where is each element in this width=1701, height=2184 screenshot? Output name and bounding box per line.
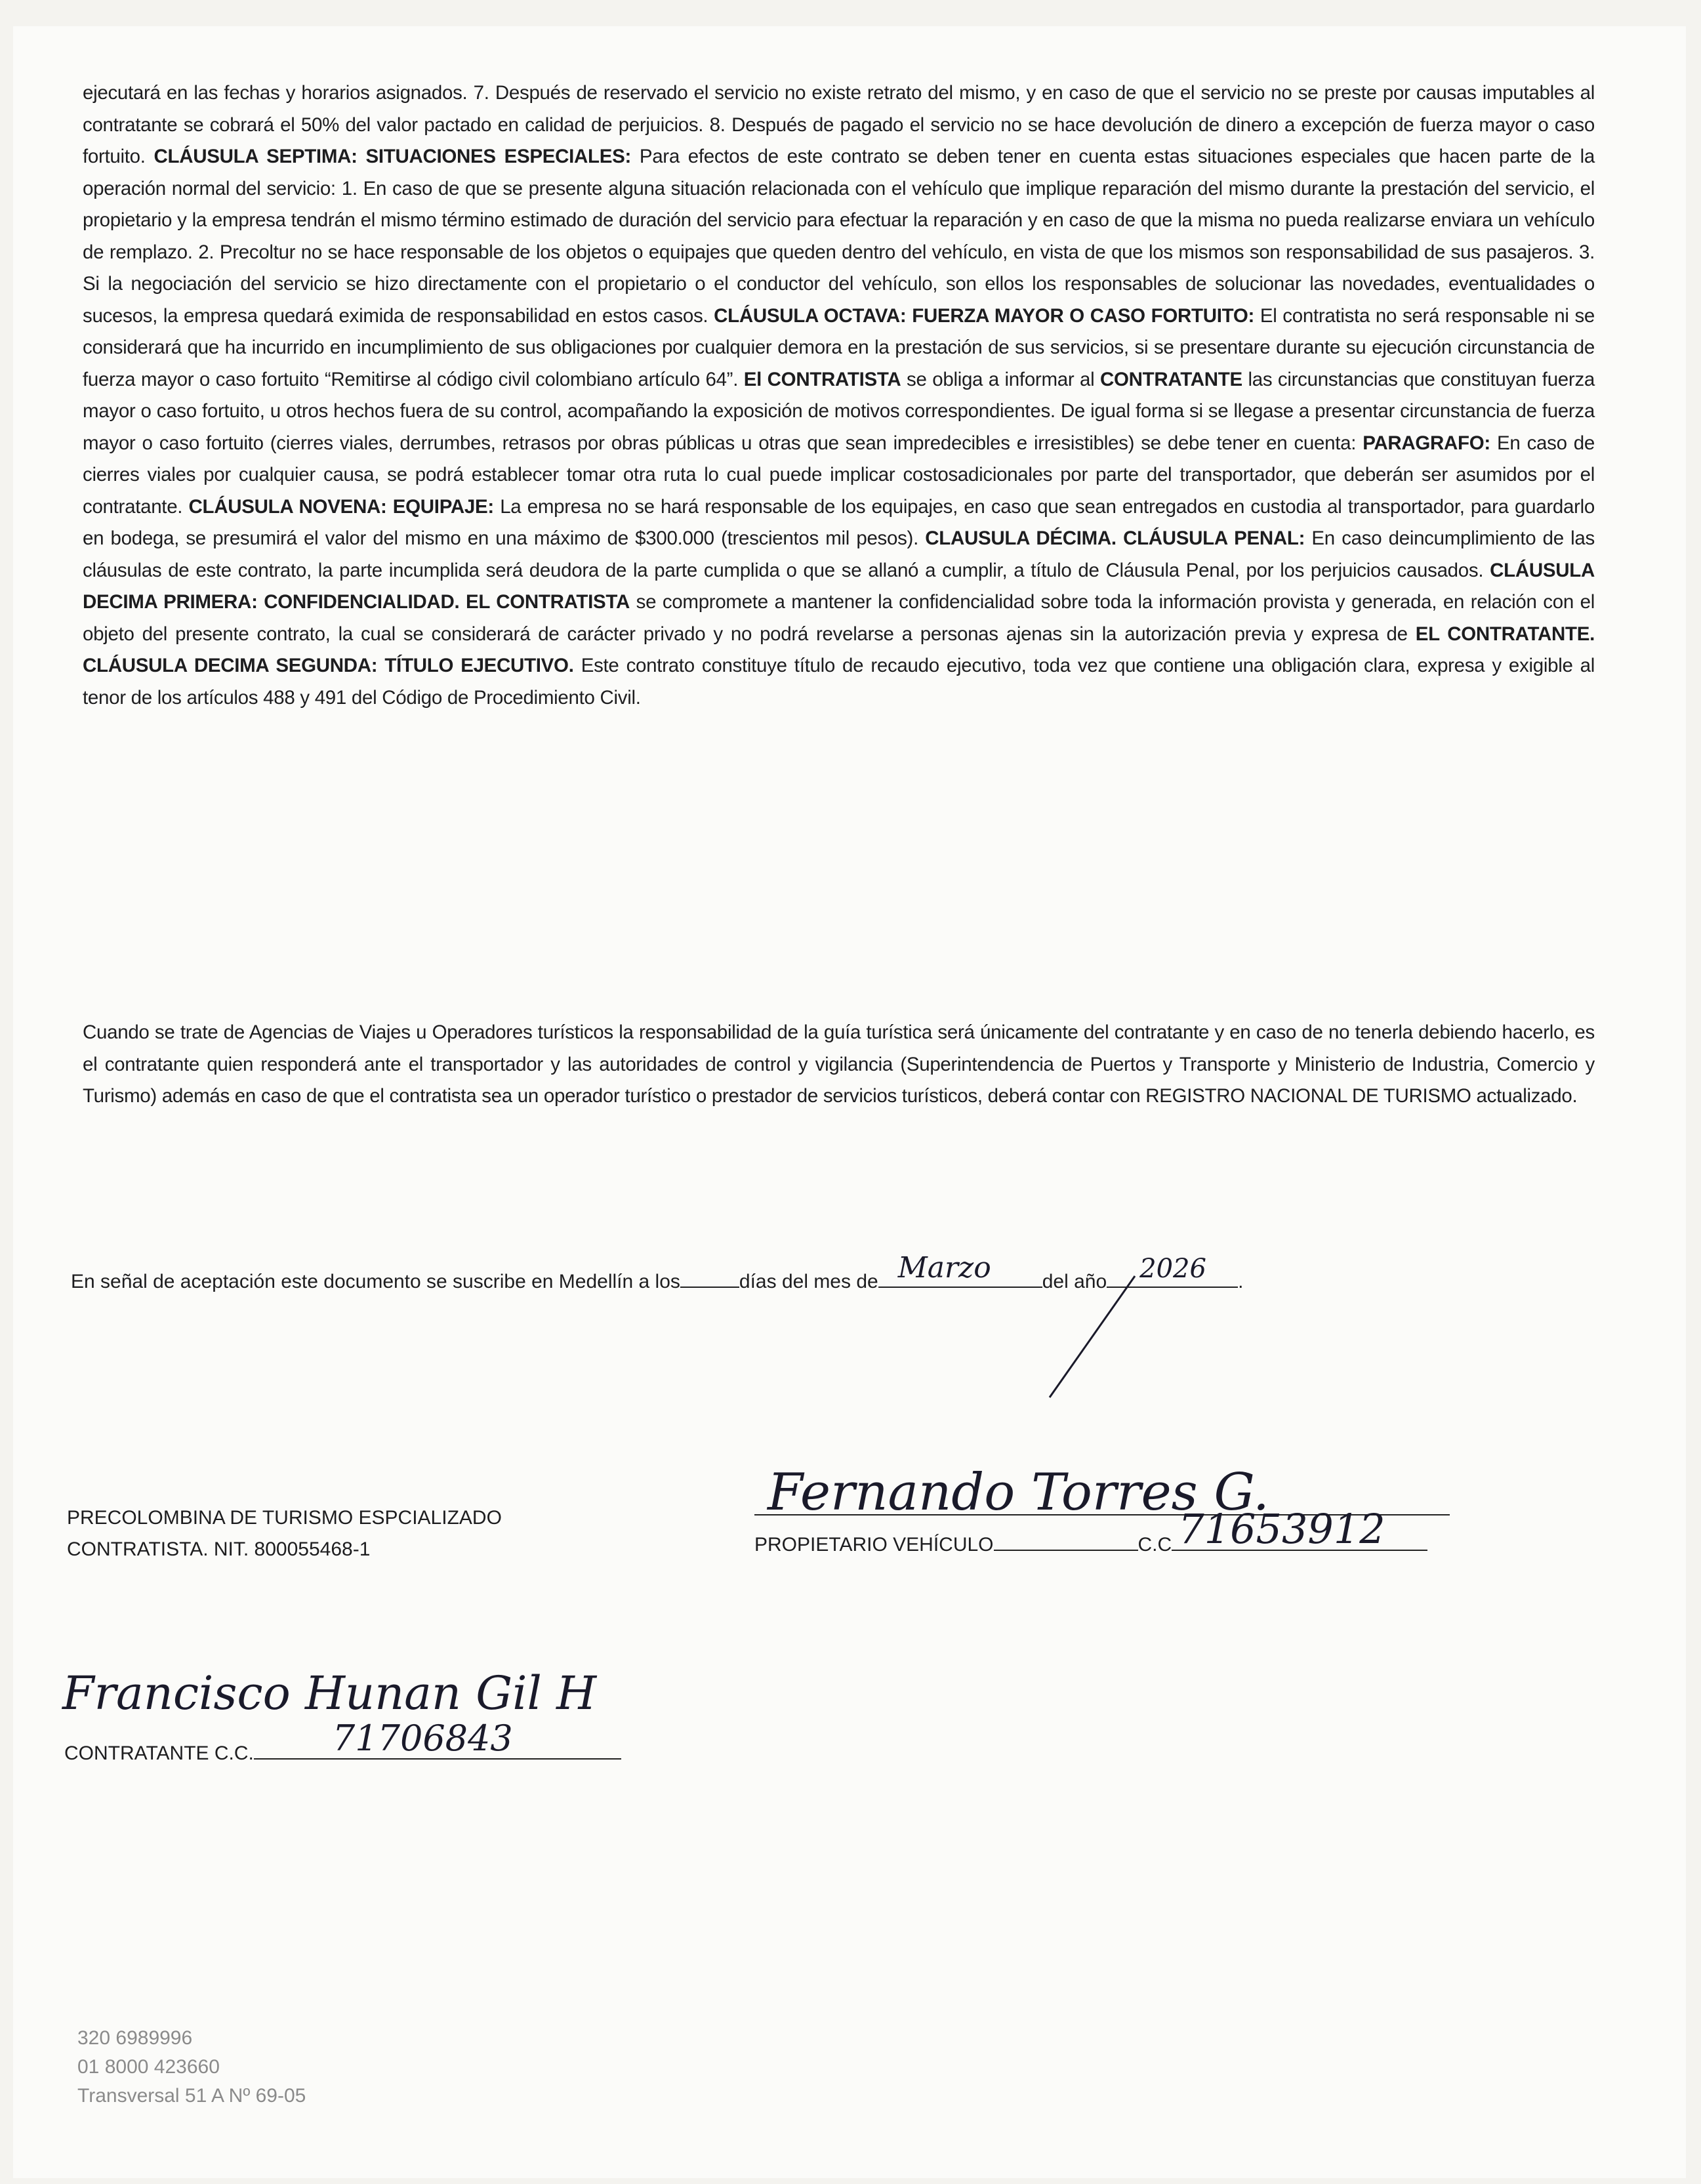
- clause-text: ejecutará en las fechas y horarios asignados. 7. Después de reservado el servicio no existe retrato del mismo, y en caso de que el servicio no se preste por causas imputables al contratante se cobrará el 50% del valor pactado en calidad de perjuicios. 8. Después de pagado el servicio no se hace devolución de dinero a excepción de fuerza mayor o caso fortuito.: [83, 82, 1595, 167]
- company-nit: CONTRATISTA. NIT. 800055468-1: [67, 1538, 371, 1560]
- footer-toll-free: 01 8000 423660: [77, 2056, 220, 2078]
- client-signature: Francisco Hunan Gil H: [62, 1666, 597, 1720]
- clause-text: En caso deincumplimiento de las cláusulas de este contrato, la parte incumplida será deudora de la parte cumplida o que se allanó a cumplir, a título de Cláusula Penal, por los perjuicios causados.: [83, 527, 1595, 581]
- clause-text: se compromete a mantener la confidencialidad sobre toda la información provista y generada, en relación con el objeto del presente contrato, la cual se considerará de carácter privado y no podrá revelarse a personas ajenas sin la autorización previa y expresa de: [83, 591, 1595, 645]
- company-name: PRECOLOMBINA DE TURISMO ESPCIALIZADO: [67, 1507, 502, 1529]
- footer-contact: [77, 2024, 306, 2111]
- owner-block: [754, 1505, 1427, 1556]
- owner-label: PROPIETARIO VEHÍCULO: [754, 1534, 994, 1556]
- owner-cc-label: C.C: [1137, 1534, 1172, 1556]
- tourism-paragraph: Cuando se trate de Agencias de Viajes u Operadores turísticos la responsabilidad de la guía turística será únicamente del contratante y en caso de no tenerla debiendo hacerlo, es el contratante quien responderá ante el transportador y las autoridades de control y vigilancia (Superintendencia de Puertos y Transporte y Ministerio de Industria, Comercio y Turismo) además en caso de que el contratista sea un operador turístico o prestador de servicios turísticos, deberá contar con REGISTRO NACIONAL DE TURISMO actualizado.: [83, 1021, 1595, 1107]
- clause-text: En caso de cierres viales por cualquier causa, se podrá establecer tomar otra ruta lo cual puede implicar costosadicionales por parte del transportador, que deberán ser asumidos por el contratante.: [83, 432, 1595, 518]
- acceptance-prefix: En señal de aceptación este documento se suscribe en Medellín a los: [71, 1271, 680, 1292]
- handwritten-year: 2026: [1139, 1254, 1206, 1284]
- clause-text: se obliga a informar al: [901, 368, 1100, 390]
- clause-text: El contratista no será responsable ni se considerará que ha incurrido en incumplimiento de sus obligaciones por cualquier demora en la prestación de sus servicios, si se presentare durante su ejecución circunstancia de fuerza mayor o caso fortuito “Remitirse al código civil colombiano artículo 64”.: [83, 304, 1595, 390]
- client-block: [64, 1718, 621, 1765]
- clause-heading: El CONTRATISTA: [743, 368, 901, 390]
- days-label: días del mes de: [739, 1271, 878, 1292]
- clause-heading: EL CONTRATANTE. CLÁUSULA DECIMA SEGUNDA: TÍTULO EJECUTIVO.: [83, 623, 1595, 676]
- client-label: CONTRATANTE C.C.: [64, 1742, 254, 1764]
- handwritten-month: Marzo: [897, 1251, 991, 1285]
- owner-cc-blank: [1172, 1505, 1427, 1553]
- client-cc-blank: [254, 1718, 621, 1760]
- footer-address: Transversal 51 A Nº 69-05: [77, 2085, 306, 2107]
- handwritten-owner-cc: 71653912: [1178, 1505, 1385, 1553]
- clause-heading: CLÁUSULA SEPTIMA: SITUACIONES ESPECIALES:: [154, 146, 631, 167]
- year-label: del año: [1042, 1271, 1107, 1292]
- days-blank: [680, 1269, 739, 1288]
- clause-text: las circunstancias que constituyan fuerza mayor o caso fortuito, u otros hechos fuera de su control, acompañando la exposición de motivos correspondientes. De igual forma si se llegase a presentar circunstancia de fuerza mayor o caso fortuito (cierres viales, derrumbes, retrasos por obras públicas u otras que sean impredecibles e irresistibles) se debe tener en cuenta:: [83, 368, 1595, 454]
- clause-text: Para efectos de este contrato se deben tener en cuenta estas situaciones especiales que hacen parte de la operación normal del servicio: 1. En caso de que se presente alguna situación relacionada con el vehículo que implique reparación del mismo durante la prestación del servicio, el propietario y la empresa tendrán el mismo término estimado de duración del servicio para efectuar la reparación y en caso de que la misma no pueda realizarse enviara un vehículo de remplazo. 2. Precoltur no se hace responsable de los objetos o equipajes que queden dentro del vehículo, en vista de que los mismos son responsabilidad de sus pasajeros. 3. Si la negociación del servicio se hizo directamente con el propietario o el conductor del vehículo, son ellos los responsables de solucionar las novedades, eventualidades o sucesos, la empresa quedará eximida de responsabilidad en estos casos.: [83, 146, 1595, 327]
- handwritten-client-cc: 71706843: [332, 1718, 513, 1759]
- period: .: [1238, 1271, 1244, 1292]
- document-page: [13, 26, 1686, 2178]
- clause-text: Este contrato constituye título de recaudo ejecutivo, toda vez que contiene una obligación clara, expresa y exigible al tenor de los artículos 488 y 491 del Código de Procedimiento Civil.: [83, 655, 1595, 709]
- clause-heading: CONTRATANTE: [1100, 368, 1242, 390]
- owner-signature: Fernando Torres G.: [768, 1463, 1269, 1522]
- clauses-paragraph: [83, 77, 1595, 714]
- clause-heading: CLÁUSULA OCTAVA: FUERZA MAYOR O CASO FORTUITO:: [714, 304, 1254, 327]
- pen-stroke: [1036, 1273, 1141, 1404]
- clause-heading: CLAUSULA DÉCIMA. CLÁUSULA PENAL:: [925, 527, 1305, 549]
- owner-blank: [994, 1533, 1138, 1551]
- clause-heading: CLÁUSULA DECIMA PRIMERA: CONFIDENCIALIDAD. EL CONTRATISTA: [83, 559, 1595, 613]
- footer-phone: 320 6989996: [77, 2027, 193, 2049]
- month-blank: [878, 1251, 1042, 1288]
- clause-heading: CLÁUSULA NOVENA: EQUIPAJE:: [188, 495, 494, 518]
- clause-text: La empresa no se hará responsable de los equipajes, en caso que sean entregados en custodia al transportador, para guardarlo en bodega, se presumirá el valor del mismo en una máximo de $300.000 (trescientos mil pesos).: [83, 495, 1595, 549]
- contractor-block: [67, 1502, 502, 1565]
- clause-heading: PARAGRAFO:: [1363, 432, 1490, 454]
